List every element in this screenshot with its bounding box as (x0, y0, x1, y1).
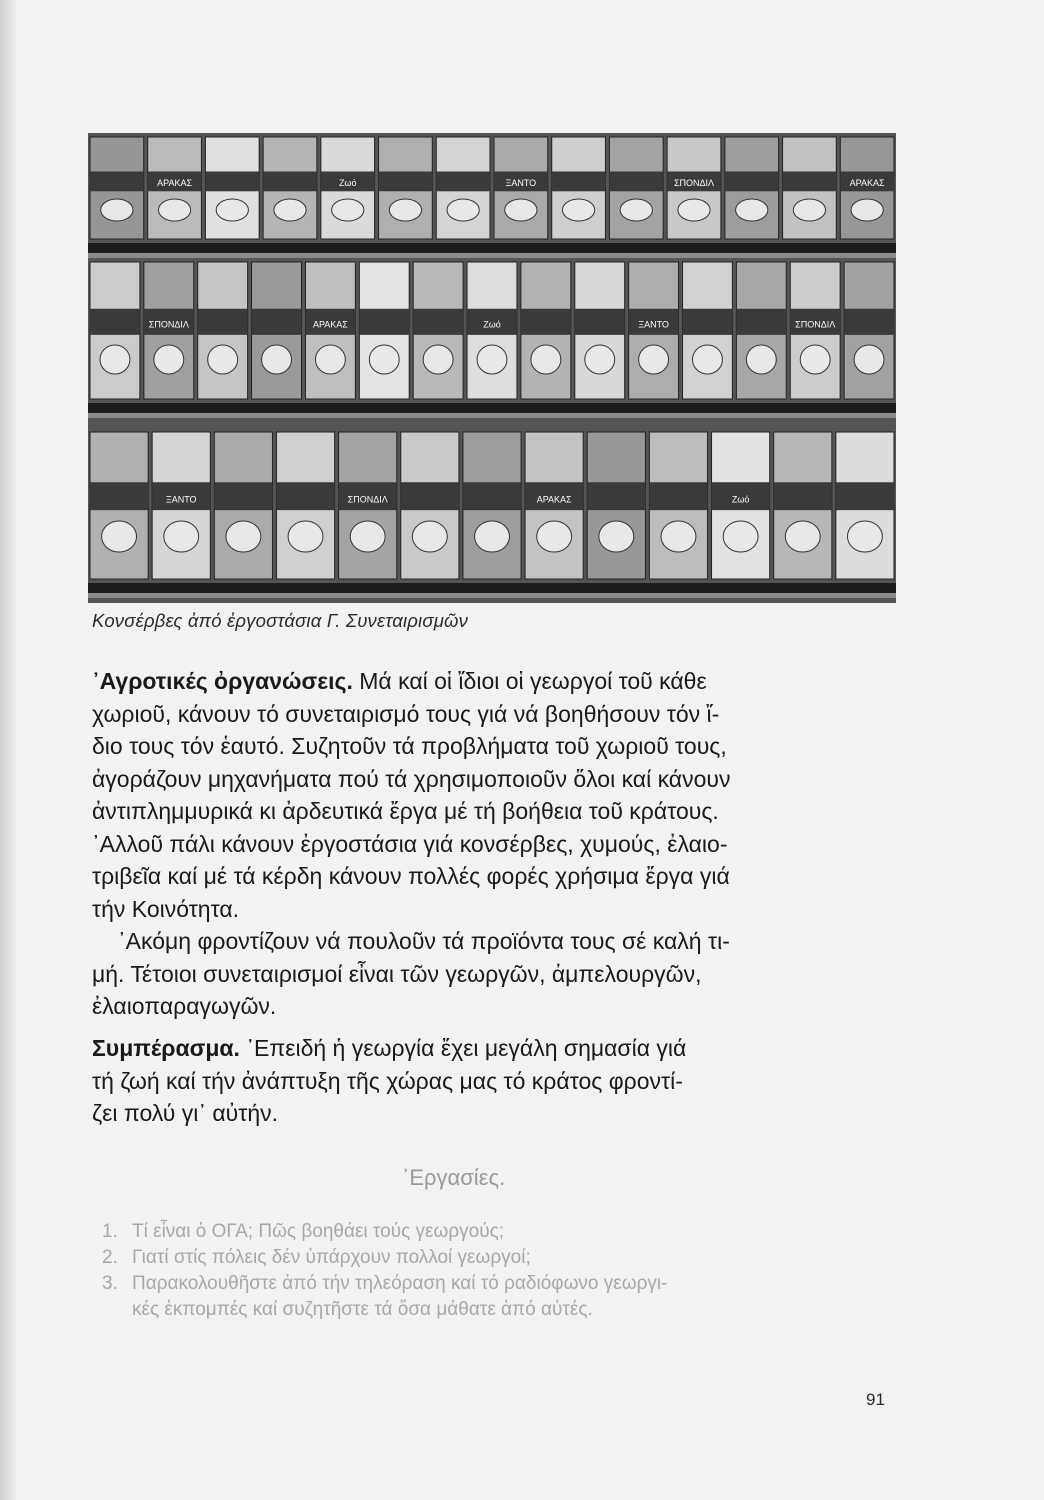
can-emblem (226, 521, 261, 552)
can-emblem (847, 521, 882, 552)
can-emblem (262, 345, 292, 374)
shelf-lip (88, 593, 896, 598)
can-emblem (412, 521, 447, 552)
can-label: ΣΠΟΝΔΙΛ (673, 177, 715, 188)
can-emblem (693, 345, 723, 374)
item-continuation: κές ἐκπομπές καί συζητῆστε τά ὅσα μάθατε ἀπό αὐτές. (132, 1299, 593, 1320)
can-label: Ζωό (483, 319, 501, 330)
can-band (587, 482, 645, 510)
can-label: ΣΠΟΝΔΙΛ (795, 319, 836, 330)
paragraph-line: ζει πολύ γι᾿ αὐτήν. (92, 1100, 279, 1126)
item-text: Παρακολουθῆστε ἀπό τήν τηλεόραση καί τό ραδιόφωνο γεωργι- (132, 1273, 668, 1294)
can-band (552, 172, 606, 192)
paragraph-prices (92, 925, 914, 1023)
can-emblem (537, 521, 572, 552)
list-item (102, 1271, 667, 1297)
can-band (609, 172, 663, 192)
list-item (102, 1219, 667, 1245)
shelf-lip (88, 413, 896, 418)
can-band (774, 482, 832, 510)
paragraph-line: Συμπέρασμα. ᾿Επειδή ἡ γεωργία ἔχει μεγάλη σημασία γιά (92, 1035, 687, 1061)
canned-goods-photo (88, 133, 896, 603)
can-band (198, 309, 248, 335)
shelf-lip (88, 253, 896, 258)
can-band (90, 482, 148, 510)
can-label: Ζωό (338, 177, 357, 188)
can-label: ΞΑΝΤΟ (165, 494, 197, 505)
can-emblem (315, 345, 345, 374)
can-emblem (477, 345, 507, 374)
can-band (90, 309, 140, 335)
can-emblem (369, 345, 399, 374)
list-item (102, 1245, 667, 1271)
can-emblem (736, 199, 768, 221)
can-emblem (100, 345, 130, 374)
can-emblem (678, 199, 710, 221)
can-emblem (800, 345, 830, 374)
can-emblem (562, 199, 594, 221)
item-number: 2. (102, 1247, 118, 1268)
can-band (359, 309, 409, 335)
can-label: ΞΑΝΤΟ (638, 319, 669, 330)
can-band (436, 172, 490, 192)
paragraph-line: ᾿Αγροτικές ὀργανώσεις. Μά καί οἱ ἴδιοι οἱ γεωργοί τοῦ κάθε (92, 668, 707, 694)
can-band (276, 482, 334, 510)
can-band (649, 482, 707, 510)
can-emblem (639, 345, 669, 374)
shelf-edge (88, 403, 896, 413)
can-band (90, 172, 144, 192)
can-emblem (216, 199, 248, 221)
can-emblem (389, 199, 421, 221)
can-emblem (851, 199, 883, 221)
paragraph-line: ᾿Ακόμη φροντίζουν νά πουλοῦν τά προϊόντα τους σέ καλή τι- (118, 928, 730, 954)
can-band (725, 172, 779, 192)
paragraph-line: διο τους τόν ἑαυτό. Συζητοῦν τά προβλήματα τοῦ χωριοῦ τους, (92, 733, 727, 759)
exercise-list (102, 1219, 667, 1323)
can-label: ΣΠΟΝΔΙΛ (148, 319, 189, 330)
paragraph-line: ἀγοράζουν μηχανήματα πού τά χρησιμοποιοῦν ὅλοι καί κάνουν (92, 765, 731, 792)
can-emblem (505, 199, 537, 221)
can-band (252, 309, 302, 335)
shelf-edge (88, 583, 896, 593)
can-emblem (447, 199, 479, 221)
paragraph-line: τήν Κοινότητα. (92, 895, 240, 922)
can-emblem (154, 345, 184, 374)
can-label: Ζωό (731, 494, 750, 505)
item-number: 3. (102, 1273, 118, 1294)
exercises-title: ᾿Εργασίες. (402, 1165, 506, 1190)
can-emblem (274, 199, 306, 221)
paragraph-line: τή ζωή καί τήν ἀνάπτυξη τῆς χώρας μας τό κράτος φροντί- (92, 1067, 683, 1094)
can-band (521, 309, 571, 335)
can-band (683, 309, 733, 335)
can-emblem (350, 521, 385, 552)
can-band (379, 172, 433, 192)
paragraph-agricultural-organizations (92, 665, 914, 925)
photo-caption: Κονσέρβες ἀπό ἐργοστάσια Γ. Συνεταιρισμῶν (92, 610, 469, 631)
can-label: ΑΡΑΚΑΣ (536, 494, 572, 505)
can-band (413, 309, 463, 335)
can-emblem (599, 521, 634, 552)
can-emblem (531, 345, 561, 374)
item-text: Γιατί στίς πόλεις δέν ὑπάρχουν πολλοί γεωργοί; (132, 1247, 531, 1268)
can-emblem (423, 345, 453, 374)
can-band (844, 309, 894, 335)
can-emblem (746, 345, 776, 374)
paragraph-line: ἀντιπλημμυρικά κι ἀρδευτικά ἔργα μέ τή βοήθεια τοῦ κράτους. (92, 798, 719, 824)
can-label: ΑΡΑΚΑΣ (849, 177, 885, 188)
paragraph-line: μή. Τέτοιοι συνεταιρισμοί εἶναι τῶν γεωργῶν, ἀμπελουργῶν, (92, 960, 702, 987)
can-label: ΑΡΑΚΑΣ (312, 319, 348, 330)
can-band (575, 309, 625, 335)
can-emblem (661, 521, 696, 552)
page-edge-shadow (0, 0, 18, 1500)
can-emblem (585, 345, 615, 374)
item-text: Τί εἶναι ὁ ΟΓΑ; Πῶς βοηθάει τούς γεωργούς; (132, 1221, 505, 1242)
can-band (463, 482, 521, 510)
can-emblem (785, 521, 820, 552)
can-label: ΞΑΝΤΟ (505, 177, 537, 188)
can-emblem (620, 199, 652, 221)
paragraph-conclusion (92, 1032, 914, 1130)
can-label: ΣΠΟΝΔΙΛ (347, 494, 388, 505)
can-band (214, 482, 272, 510)
can-band (401, 482, 459, 510)
can-emblem (332, 199, 364, 221)
can-band (836, 482, 894, 510)
can-band (783, 172, 837, 192)
paragraph-line: ἐλαιοπαραγωγῶν. (92, 993, 277, 1019)
section-heading: ᾿Αγροτικές ὀργανώσεις. (92, 668, 353, 694)
section-heading: Συμπέρασμα. (92, 1035, 240, 1061)
can-emblem (854, 345, 884, 374)
can-emblem (158, 199, 190, 221)
can-emblem (101, 199, 133, 221)
can-emblem (723, 521, 758, 552)
can-band (205, 172, 259, 192)
item-number: 1. (102, 1221, 118, 1242)
can-emblem (288, 521, 323, 552)
can-label: ΑΡΑΚΑΣ (157, 177, 193, 188)
paragraph-line: ᾿Αλλοῦ πάλι κάνουν ἐργοστάσια γιά κονσέρβες, χυμούς, ἐλαιο- (92, 830, 728, 857)
paragraph-line: τριβεῖα καί μέ τά κέρδη κάνουν πολλές φορές χρήσιμα ἔργα γιά (92, 863, 730, 889)
paragraph-line: χωριοῦ, κάνουν τό συνεταιρισμό τους γιά νά βοηθήσουν τόν ἴ- (92, 700, 720, 727)
can-emblem (793, 199, 825, 221)
can-band (263, 172, 317, 192)
can-emblem (475, 521, 510, 552)
can-emblem (102, 521, 137, 552)
page-number: 91 (866, 1390, 885, 1409)
shelf-edge (88, 243, 896, 253)
can-emblem (208, 345, 238, 374)
can-band (736, 309, 786, 335)
can-emblem (164, 521, 199, 552)
